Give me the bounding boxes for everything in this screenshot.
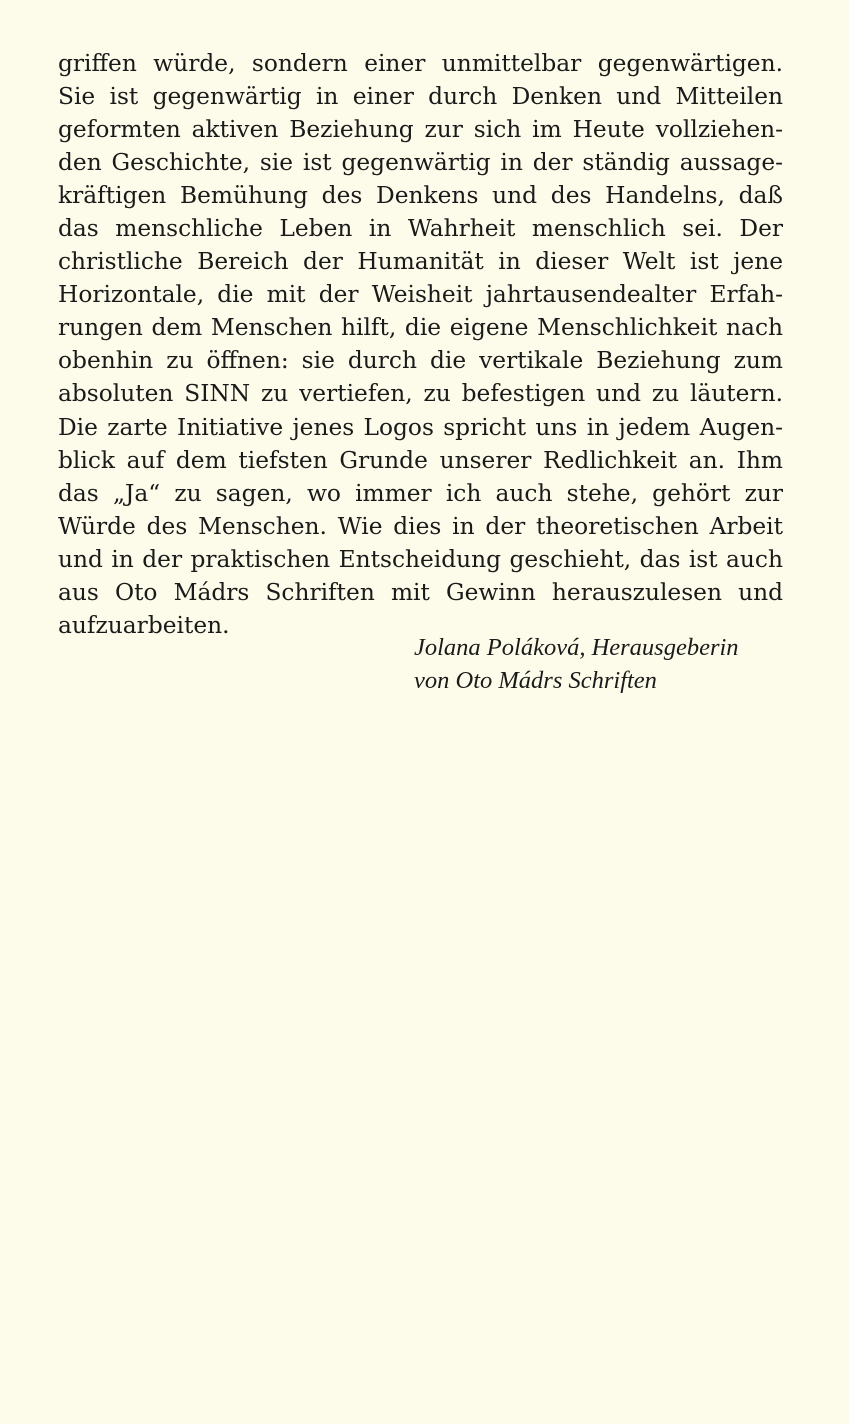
text-line: Sie ist gegenwärtig in einer durch Denken und Mitteilen [58, 83, 783, 111]
author-signature [414, 631, 774, 697]
text-line: Horizontale, die mit der Weisheit jahrtausendealter Erfah- [58, 281, 783, 309]
text-line: absoluten SINN zu vertiefen, zu befestigen und zu läutern. [58, 380, 783, 408]
signature-role: von Oto Mádrs Schriften [414, 667, 657, 695]
text-line: kräftigen Bemühung des Denkens und des Handelns, daß [58, 182, 783, 210]
text-line: christliche Bereich der Humanität in dieser Welt ist jene [58, 248, 783, 276]
text-line: das menschliche Leben in Wahrheit menschlich sei. Der [58, 215, 783, 243]
text-line: aus Oto Mádrs Schriften mit Gewinn herauszulesen und [58, 578, 783, 606]
text-line: rungen dem Menschen hilft, die eigene Menschlichkeit nach [58, 314, 783, 342]
text-line: den Geschichte, sie ist gegenwärtig in der ständig aussage- [58, 149, 783, 177]
text-line-last: aufzuarbeiten. [58, 611, 230, 639]
text-line: griffen würde, sondern einer unmittelbar gegenwärtigen. [58, 50, 783, 77]
text-line: Die zarte Initiative jenes Logos spricht uns in jedem Augen- [58, 413, 783, 441]
text-line: obenhin zu öffnen: sie durch die vertikale Beziehung zum [58, 347, 783, 375]
text-line: geformten aktiven Beziehung zur sich im Heute vollziehen- [58, 116, 783, 144]
text-line: Würde des Menschen. Wie dies in der theoretischen Arbeit [58, 512, 783, 540]
text-line: und in der praktischen Entscheidung geschieht, das ist auch [58, 545, 783, 573]
text-line: blick auf dem tiefsten Grunde unserer Redlichkeit an. Ihm [58, 446, 783, 474]
text-line: das „Ja“ zu sagen, wo immer ich auch stehe, gehört zur [58, 479, 783, 507]
body-text [58, 47, 783, 642]
signature-name: Jolana Poláková, Herausgeberin [414, 634, 739, 661]
